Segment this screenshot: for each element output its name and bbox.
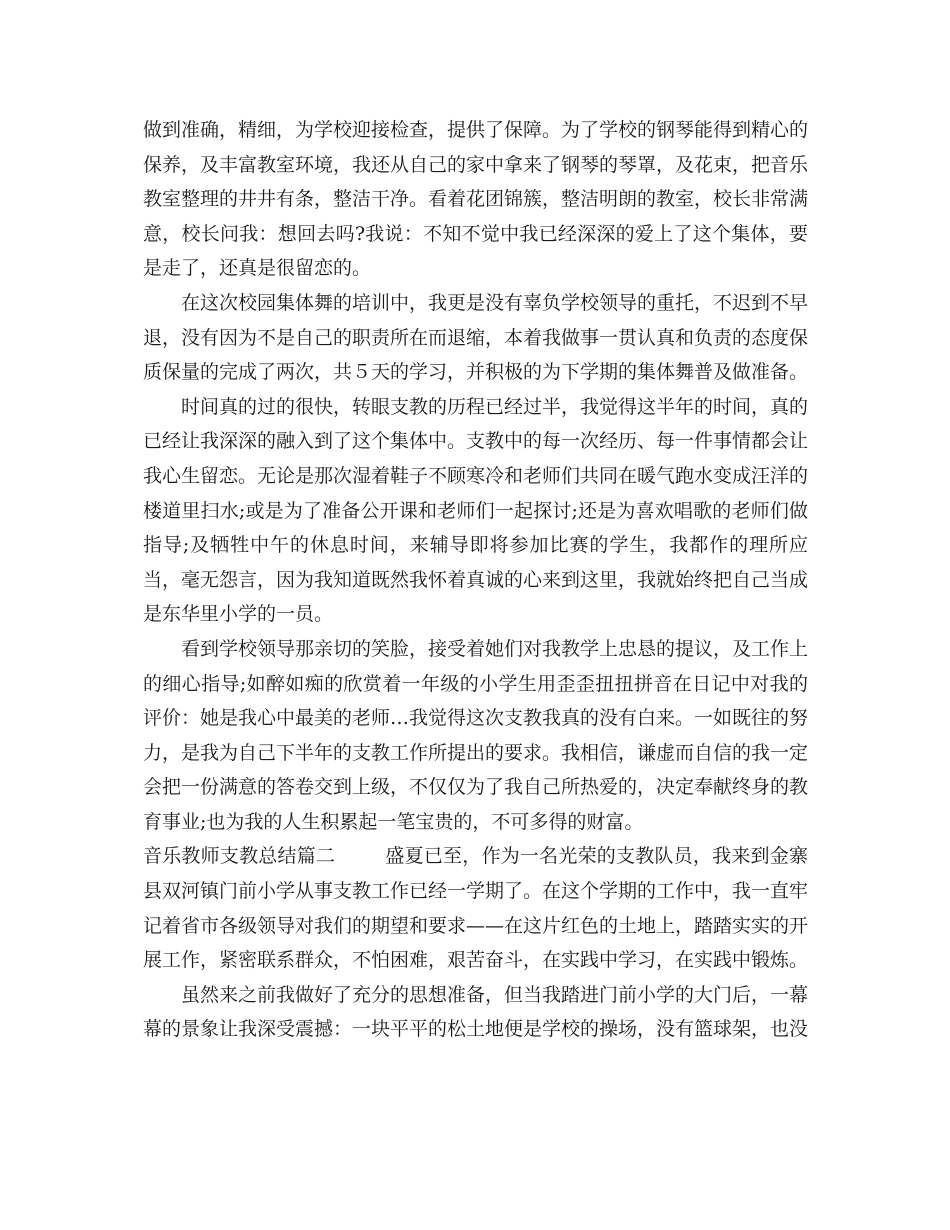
paragraph-6: 虽然来之前我做好了充分的思想准备，但当我踏进门前小学的大门后，一幕幕的景象让我深受震撼：一块平平的松土地便是学校的操场，没有篮球架，也没: [143, 983, 809, 1041]
paragraph-3: 时间真的过的很快，转眼支教的历程已经过半，我觉得这半年的时间，真的已经让我深深的融入到了这个集体中。支教中的每一次经历、每一件事情都会让我心生留恋。无论是那次湿着鞋子不顾寒冷和老师们共同在暖气跑水变成汪洋的楼道里扫水;或是为了准备公开课和老师们一起探讨;还是为喜欢唱歌的老师们做指导;及牺牲中午的休息时间，来辅导即将参加比赛的学生，我都作的理所应当，毫无怨言，因为我知道既然我怀着真诚的心来到这里，我就始终把自己当成是东华里小学的一员。: [143, 395, 809, 626]
section-text: 盛夏已至，作为一名光荣的支教队员，我来到金寨县双河镇门前小学从事支教工作已经一学期了。在这个学期的工作中，我一直牢记着省市各级领导对我们的期望和要求——在这片红色的土地上，踏踏实实的开展工作，紧密联系群众，不怕困难，艰苦奋斗，在实践中学习，在实践中锻炼。: [143, 845, 809, 972]
paragraph-4: 看到学校领导那亲切的笑脸，接受着她们对我教学上忠恳的提议，及工作上的细心指导;如醉如痴的欣赏着一年级的小学生用歪歪扭扭拼音在日记中对我的评价：她是我心中最美的老师…我觉得这次支教我真的没有白来。一如既往的努力，是我为自己下半年的支教工作所提出的要求。我相信，谦虚而自信的我一定会把一份满意的答卷交到上级，不仅仅为了我自己所热爱的，决定奉献终身的教育事业;也为我的人生积累起一笔宝贵的，不可多得的财富。: [143, 637, 809, 833]
paragraph-2: 在这次校园集体舞的培训中，我更是没有辜负学校领导的重托，不迟到不早退，没有因为不是自己的职责所在而退缩，本着我做事一贯认真和负责的态度保质保量的完成了两次，共５天的学习，并积极的为下学期的集体舞普及做准备。: [143, 291, 809, 384]
paragraph-1: 做到准确，精细，为学校迎接检查，提供了保障。为了学校的钢琴能得到精心的保养，及丰富教室环境，我还从自己的家中拿来了钢琴的琴罩，及花束，把音乐教室整理的井井有条，整洁干净。看着花团锦簇，整洁明朗的教室，校长非常满意，校长问我：想回去吗?我说：不知不觉中我已经深深的爱上了这个集体，要是走了，还真是很留恋的。: [143, 119, 809, 280]
document-body: [143, 113, 808, 1047]
section-paragraph: [143, 839, 808, 977]
section-heading: 音乐教师支教总结篇二: [143, 845, 336, 868]
